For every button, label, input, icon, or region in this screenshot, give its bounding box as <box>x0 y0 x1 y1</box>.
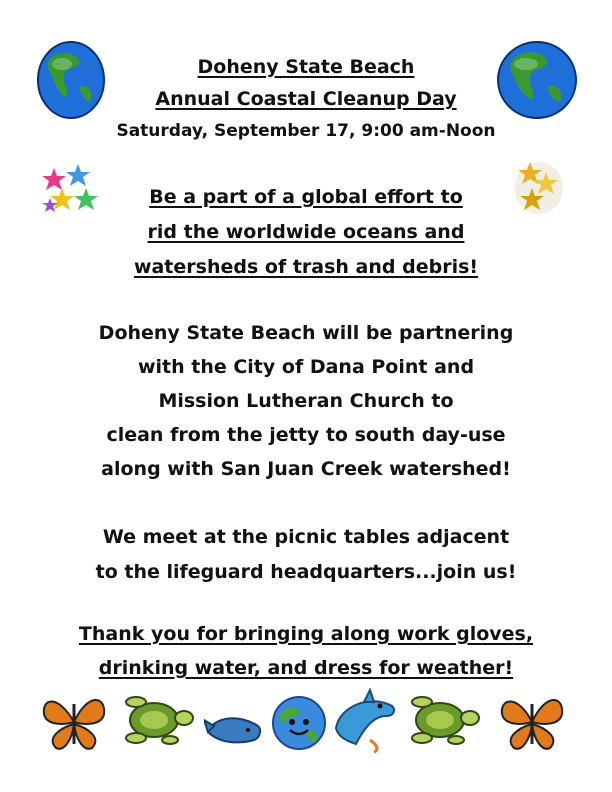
dolphin-icon <box>330 688 402 754</box>
partners-line-5: along with San Juan Creek watershed! <box>101 458 511 480</box>
meet-line-2: to the lifeguard headquarters...join us! <box>95 561 517 583</box>
partners-line-2: with the City of Dana Point and <box>137 356 475 378</box>
whale-icon <box>204 702 266 748</box>
meet-line-1: We meet at the picnic tables adjacent <box>102 526 510 548</box>
event-date: Saturday, September 17, 9:00 am-Noon <box>116 121 496 141</box>
smiling-earth-icon <box>270 694 328 752</box>
intro-line-2: rid the worldwide oceans and <box>147 221 465 243</box>
thanks-line-1: Thank you for bringing along work gloves, <box>78 623 534 645</box>
butterfly-left-icon <box>38 688 110 754</box>
partners-line-4: clean from the jetty to south day-use <box>106 424 506 446</box>
partners-line-1: Doheny State Beach will be partnering <box>98 322 514 344</box>
butterfly-right-icon <box>496 690 570 754</box>
partners-line-3: Mission Lutheran Church to <box>158 390 454 412</box>
intro-line-3: watersheds of trash and debris! <box>133 256 479 278</box>
event-name-title: Annual Coastal Cleanup Day <box>155 88 457 110</box>
sea-turtle-right-icon <box>404 690 482 750</box>
sea-turtle-left-icon <box>118 690 196 750</box>
intro-line-1: Be a part of a global effort to <box>149 186 463 208</box>
event-location-title: Doheny State Beach <box>197 56 415 78</box>
thanks-line-2: drinking water, and dress for weather! <box>98 657 514 679</box>
